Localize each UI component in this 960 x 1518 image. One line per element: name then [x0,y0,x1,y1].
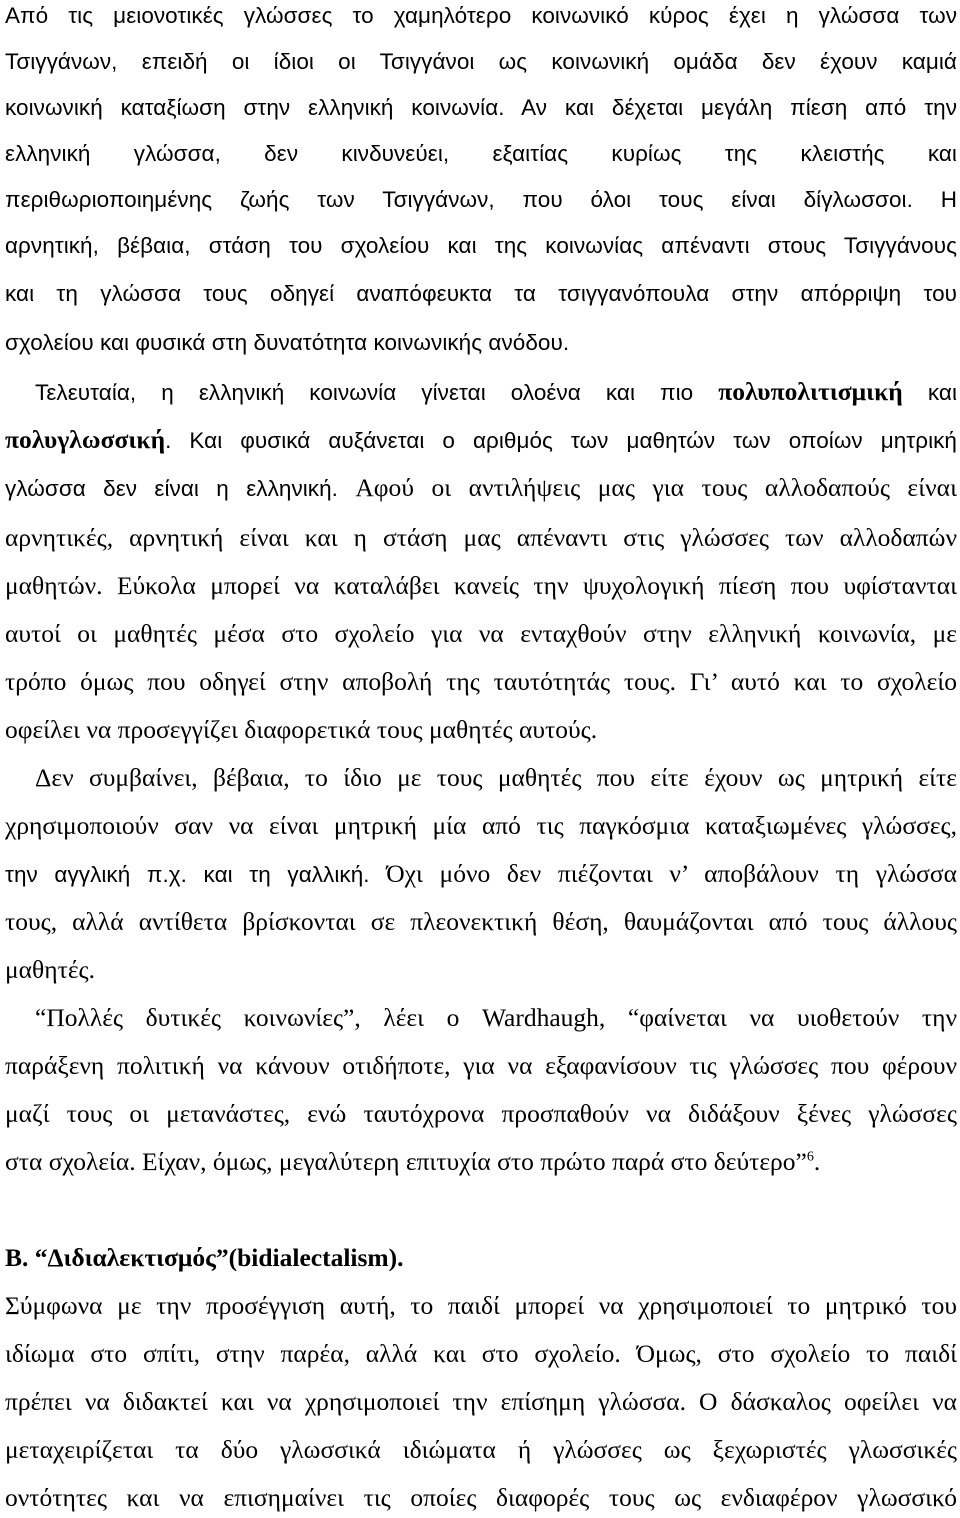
text-line: μαθητές. [5,955,96,984]
text-run: την αγγλική π.χ. και τη γαλλική. [5,862,370,887]
text-run: Όχι μόνο δεν πιέζονται ν’ αποβάλουν τη γλώσσα [386,859,957,888]
text-line: οφείλει να προσεγγίζει διαφορετικά τους μαθητές αυτούς. [5,715,598,744]
text-line: αυτοί οι μαθητές μέσα στο σχολείο για να ενταχθούν στην ελληνική κοινωνία, με [5,619,957,648]
emphasis-term: πολυπολιτισμική [718,377,903,406]
text-run: στα σχολεία. Είχαν, όμως, μεγαλύτερη επιτυχία στο πρώτο παρά στο δεύτερο” [5,1147,807,1176]
text-line: πρέπει να διδακτεί και να χρησιμοποιεί την επίσημη γλώσσα. Ο δάσκαλος οφείλει να [5,1387,957,1416]
text-line: και τη γλώσσα τους οδηγεί αναπόφευκτα τα τσιγγανόπουλα στην απόρριψη του [5,281,957,306]
text-line: μεταχειρίζεται τα δύο γλωσσικά ιδιώματα ή γλώσσες ως ξεχωριστές γλωσσικές [5,1435,957,1464]
text-line: αρνητική, βέβαια, στάση του σχολείου και της κοινωνίας απέναντι στους Τσιγγάνους [5,233,957,258]
text-run: Εύκολα μπορεί να καταλάβει κανείς την ψυχολογική πίεση που υφίστανται [116,571,958,600]
text-run: μαθητών. [5,571,103,600]
text-line [5,372,957,412]
text-run: . [813,1147,821,1176]
section-heading: Β. “Διδιαλεκτισμός”(bidialectalism). [5,1243,404,1272]
footnote-marker: 6 [806,1149,814,1165]
text-run: γλώσσα δεν είναι η ελληνική. [5,476,338,501]
text-line: Από τις μειονοτικές γλώσσες το χαμηλότερο κοινωνικό κύρος έχει η γλώσσα των [5,3,957,28]
text-line: Τσιγγάνων, επειδή οι ίδιοι οι Τσιγγάνοι ως κοινωνική ομάδα δεν έχουν καμιά [5,49,957,74]
text-line [5,420,957,460]
text-line: Δεν συμβαίνει, βέβαια, το ίδιο με τους μαθητές που είτε έχουν ως μητρική είτε [35,763,957,792]
text-run: και [927,380,957,405]
text-line: οντότητες και να επισημαίνει τις οποίες διαφορές τους ως ενδιαφέρον γλωσσικό [5,1483,957,1512]
text-line: “Πολλές δυτικές κοινωνίες”, λέει ο Wardhaugh, “φαίνεται να υιοθετούν την [35,1003,957,1032]
text-line: περιθωριοποιημένης ζωής των Τσιγγάνων, που όλοι τους είναι δίγλωσσοι. Η [5,187,957,212]
text-line [5,1142,957,1182]
text-line [5,566,957,606]
text-line [5,854,957,894]
text-line: αρνητικές, αρνητική είναι και η στάση μας απέναντι στις γλώσσες των αλλοδαπών [5,523,957,552]
text-line: παράξενη πολιτική να κάνουν οτιδήποτε, για να εξαφανίσουν τις γλώσσες που φέρουν [5,1051,957,1080]
text-line: κοινωνική καταξίωση στην ελληνική κοινωνία. Αν και δέχεται μεγάλη πίεση από την [5,95,957,120]
text-run: Τελευταία, η ελληνική κοινωνία γίνεται ολοένα και πιο [35,380,694,405]
text-line: τρόπο όμως που οδηγεί στην αποβολή της ταυτότητάς τους. Γι’ αυτό και το σχολείο [5,667,957,696]
text-run: . Και φυσικά αυξάνεται ο αριθμός των μαθητών των οποίων μητρική [165,428,957,453]
text-line: τους, αλλά αντίθετα βρίσκονται σε πλεονεκτική θέση, θαυμάζονται από τους άλλους [5,907,957,936]
text-line: μαζί τους οι μετανάστες, ενώ ταυτόχρονα προσπαθούν να διδάξουν ξένες γλώσσες [5,1099,957,1128]
emphasis-term: πολυγλωσσική [5,425,166,454]
text-line: Σύμφωνα με την προσέγγιση αυτή, το παιδί μπορεί να χρησιμοποιεί το μητρικό του [5,1291,957,1320]
text-line: ιδίωμα στο σπίτι, στην παρέα, αλλά και στο σχολείο. Όμως, στο σχολείο το παιδί [5,1339,957,1368]
text-line: ελληνική γλώσσα, δεν κινδυνεύει, εξαιτίας κυρίως της κλειστής και [5,141,957,166]
text-line: χρησιμοποιούν σαν να είναι μητρική μία από τις παγκόσμια καταξιωμένες γλώσσες, [5,811,957,840]
text-line: σχολείου και φυσικά στη δυνατότητα κοινωνικής ανόδου. [5,330,570,355]
text-run: Αφού οι αντιλήψεις μας για τους αλλοδαπούς είναι [355,473,958,502]
text-line [5,468,957,508]
